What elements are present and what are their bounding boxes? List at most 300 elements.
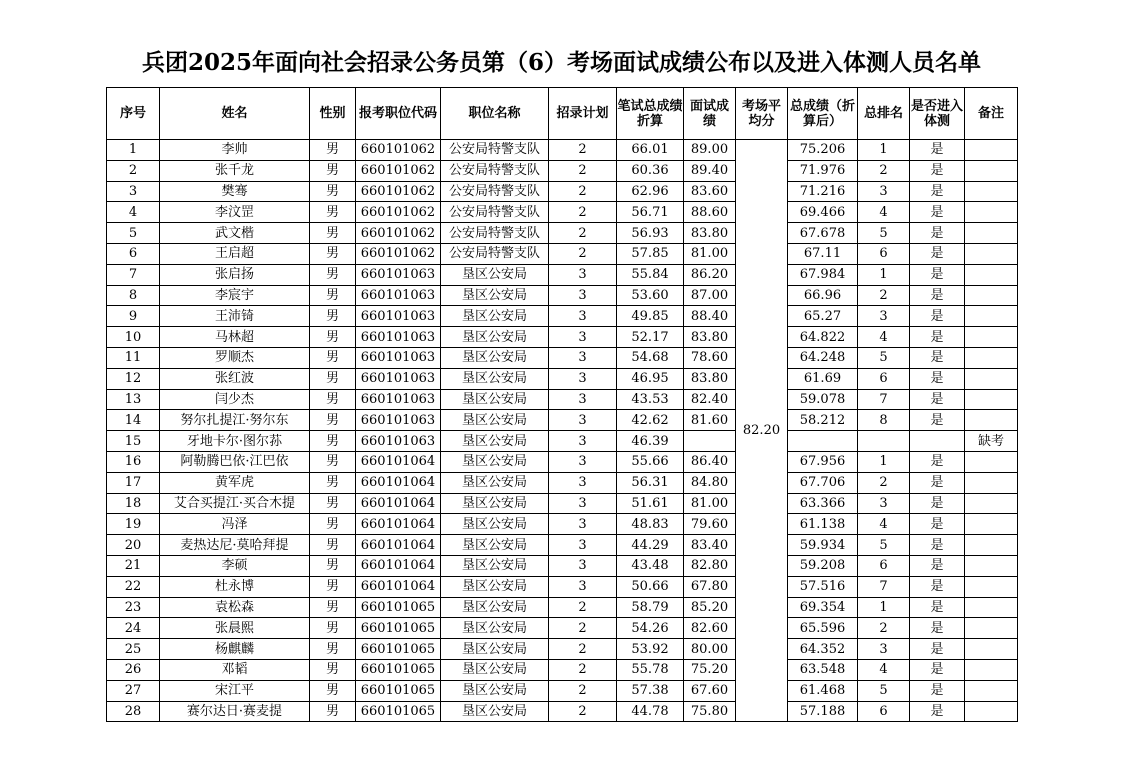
cell-gender: 男 (310, 160, 356, 181)
cell-rank (858, 431, 910, 452)
cell-gender: 男 (310, 555, 356, 576)
cell-total: 67.706 (788, 472, 858, 493)
cell-code: 660101064 (356, 451, 441, 472)
cell-position: 垦区公安局 (441, 493, 549, 514)
cell-physical: 是 (910, 347, 965, 368)
cell-note (965, 493, 1018, 514)
cell-note (965, 472, 1018, 493)
cell-name: 李硕 (160, 555, 310, 576)
cell-name: 李宸宇 (160, 285, 310, 306)
cell-plan: 2 (549, 639, 617, 660)
cell-interview: 81.60 (684, 410, 736, 431)
cell-interview: 83.40 (684, 535, 736, 556)
page-title: 兵团2025年面向社会招录公务员第（6）考场面试成绩公布以及进入体测人员名单 (141, 49, 982, 76)
header-name: 姓名 (160, 88, 310, 140)
header-avg: 考场平均分 (736, 88, 788, 140)
cell-written: 44.78 (617, 701, 684, 722)
cell-code: 660101065 (356, 639, 441, 660)
cell-rank: 4 (858, 514, 910, 535)
cell-gender: 男 (310, 410, 356, 431)
cell-written: 66.01 (617, 140, 684, 161)
cell-position: 垦区公安局 (441, 618, 549, 639)
cell-seq: 5 (107, 223, 160, 244)
cell-total: 67.678 (788, 223, 858, 244)
cell-plan: 3 (549, 535, 617, 556)
cell-gender: 男 (310, 181, 356, 202)
cell-physical: 是 (910, 680, 965, 701)
cell-physical: 是 (910, 202, 965, 223)
cell-gender: 男 (310, 389, 356, 410)
cell-code: 660101064 (356, 493, 441, 514)
cell-code: 660101064 (356, 555, 441, 576)
cell-code: 660101064 (356, 576, 441, 597)
cell-rank: 6 (858, 243, 910, 264)
table-row (107, 327, 1018, 348)
cell-seq: 26 (107, 659, 160, 680)
table-row (107, 368, 1018, 389)
cell-physical: 是 (910, 285, 965, 306)
cell-plan: 3 (549, 347, 617, 368)
cell-position: 垦区公安局 (441, 264, 549, 285)
cell-plan: 3 (549, 264, 617, 285)
table-row (107, 701, 1018, 722)
cell-total: 66.96 (788, 285, 858, 306)
cell-total: 59.934 (788, 535, 858, 556)
cell-physical: 是 (910, 389, 965, 410)
cell-note (965, 680, 1018, 701)
cell-position: 垦区公安局 (441, 514, 549, 535)
cell-written: 51.61 (617, 493, 684, 514)
cell-plan: 3 (549, 368, 617, 389)
cell-seq: 19 (107, 514, 160, 535)
cell-name: 冯泽 (160, 514, 310, 535)
cell-code: 660101062 (356, 202, 441, 223)
cell-total: 59.078 (788, 389, 858, 410)
cell-name: 闫少杰 (160, 389, 310, 410)
cell-note (965, 140, 1018, 161)
table-row (107, 140, 1018, 161)
cell-rank: 4 (858, 202, 910, 223)
cell-interview: 88.60 (684, 202, 736, 223)
cell-note (965, 243, 1018, 264)
cell-note (965, 701, 1018, 722)
cell-code: 660101062 (356, 243, 441, 264)
table-row (107, 555, 1018, 576)
cell-seq: 18 (107, 493, 160, 514)
table-body (107, 140, 1018, 722)
cell-plan: 3 (549, 389, 617, 410)
cell-position: 垦区公安局 (441, 389, 549, 410)
cell-note (965, 555, 1018, 576)
table-row (107, 472, 1018, 493)
cell-position: 垦区公安局 (441, 368, 549, 389)
cell-code: 660101063 (356, 347, 441, 368)
cell-written: 55.66 (617, 451, 684, 472)
cell-position: 垦区公安局 (441, 701, 549, 722)
table-row (107, 181, 1018, 202)
cell-physical: 是 (910, 514, 965, 535)
cell-seq: 1 (107, 140, 160, 161)
cell-physical: 是 (910, 555, 965, 576)
cell-gender: 男 (310, 140, 356, 161)
cell-rank: 1 (858, 140, 910, 161)
table-row (107, 389, 1018, 410)
cell-plan: 2 (549, 659, 617, 680)
cell-code: 660101063 (356, 285, 441, 306)
cell-interview: 89.40 (684, 160, 736, 181)
cell-plan: 2 (549, 160, 617, 181)
table-row (107, 431, 1018, 452)
cell-written: 56.31 (617, 472, 684, 493)
cell-rank: 7 (858, 576, 910, 597)
cell-position: 公安局特警支队 (441, 223, 549, 244)
cell-code: 660101062 (356, 140, 441, 161)
cell-written: 43.48 (617, 555, 684, 576)
cell-total: 71.976 (788, 160, 858, 181)
header-plan: 招录计划 (549, 88, 617, 140)
cell-physical: 是 (910, 493, 965, 514)
cell-seq: 10 (107, 327, 160, 348)
header-code: 报考职位代码 (356, 88, 441, 140)
cell-note (965, 514, 1018, 535)
cell-plan: 3 (549, 472, 617, 493)
cell-written: 56.71 (617, 202, 684, 223)
cell-total: 65.27 (788, 306, 858, 327)
cell-interview: 75.20 (684, 659, 736, 680)
cell-plan: 3 (549, 514, 617, 535)
cell-interview: 85.20 (684, 597, 736, 618)
cell-written: 54.26 (617, 618, 684, 639)
table-row (107, 347, 1018, 368)
cell-physical: 是 (910, 576, 965, 597)
cell-code: 660101063 (356, 410, 441, 431)
cell-gender: 男 (310, 223, 356, 244)
header-row (107, 88, 1018, 140)
cell-rank: 7 (858, 389, 910, 410)
cell-code: 660101063 (356, 327, 441, 348)
cell-rank: 2 (858, 472, 910, 493)
cell-gender: 男 (310, 264, 356, 285)
table-row (107, 410, 1018, 431)
cell-note (965, 451, 1018, 472)
table-row (107, 680, 1018, 701)
cell-name: 艾合买提江·买合木提 (160, 493, 310, 514)
cell-plan: 2 (549, 202, 617, 223)
header-rank: 总排名 (858, 88, 910, 140)
cell-physical: 是 (910, 368, 965, 389)
cell-name: 张红波 (160, 368, 310, 389)
cell-total: 64.248 (788, 347, 858, 368)
table-row (107, 306, 1018, 327)
cell-gender: 男 (310, 639, 356, 660)
cell-note (965, 597, 1018, 618)
cell-code: 660101064 (356, 535, 441, 556)
table-row (107, 451, 1018, 472)
cell-position: 垦区公安局 (441, 555, 549, 576)
cell-note (965, 347, 1018, 368)
cell-name: 张晨熙 (160, 618, 310, 639)
cell-written: 49.85 (617, 306, 684, 327)
cell-code: 660101063 (356, 368, 441, 389)
cell-name: 杜永博 (160, 576, 310, 597)
table-row (107, 160, 1018, 181)
cell-seq: 15 (107, 431, 160, 452)
table-row (107, 535, 1018, 556)
cell-rank: 1 (858, 264, 910, 285)
cell-physical: 是 (910, 160, 965, 181)
cell-written: 53.60 (617, 285, 684, 306)
table-row (107, 264, 1018, 285)
cell-seq: 25 (107, 639, 160, 660)
table-row (107, 514, 1018, 535)
header-position: 职位名称 (441, 88, 549, 140)
cell-interview: 80.00 (684, 639, 736, 660)
cell-position: 垦区公安局 (441, 597, 549, 618)
cell-seq: 22 (107, 576, 160, 597)
cell-name: 杨麒麟 (160, 639, 310, 660)
cell-rank: 2 (858, 160, 910, 181)
cell-gender: 男 (310, 347, 356, 368)
cell-seq: 6 (107, 243, 160, 264)
cell-gender: 男 (310, 514, 356, 535)
cell-written: 52.17 (617, 327, 684, 348)
cell-position: 垦区公安局 (441, 472, 549, 493)
table-row (107, 597, 1018, 618)
cell-interview: 75.80 (684, 701, 736, 722)
cell-name: 武文楷 (160, 223, 310, 244)
cell-gender: 男 (310, 597, 356, 618)
cell-physical: 是 (910, 639, 965, 660)
results-table (106, 87, 1018, 722)
cell-note (965, 181, 1018, 202)
cell-plan: 3 (549, 555, 617, 576)
cell-physical: 是 (910, 659, 965, 680)
cell-physical (910, 431, 965, 452)
cell-position: 公安局特警支队 (441, 181, 549, 202)
header-total: 总成绩（折算后） (788, 88, 858, 140)
cell-written: 48.83 (617, 514, 684, 535)
table-row (107, 285, 1018, 306)
venue-average-cell: 82.20 (736, 140, 788, 722)
cell-code: 660101065 (356, 597, 441, 618)
cell-note (965, 389, 1018, 410)
cell-note (965, 223, 1018, 244)
cell-rank: 6 (858, 368, 910, 389)
cell-note (965, 410, 1018, 431)
header-interview: 面试成绩 (684, 88, 736, 140)
cell-written: 56.93 (617, 223, 684, 244)
cell-interview: 83.80 (684, 368, 736, 389)
cell-written: 60.36 (617, 160, 684, 181)
cell-physical: 是 (910, 140, 965, 161)
cell-code: 660101065 (356, 618, 441, 639)
cell-rank: 3 (858, 306, 910, 327)
cell-note (965, 202, 1018, 223)
cell-interview: 67.80 (684, 576, 736, 597)
cell-code: 660101063 (356, 389, 441, 410)
cell-position: 垦区公安局 (441, 535, 549, 556)
cell-name: 袁松森 (160, 597, 310, 618)
cell-plan: 3 (549, 493, 617, 514)
cell-total: 61.138 (788, 514, 858, 535)
cell-interview: 86.20 (684, 264, 736, 285)
cell-position: 垦区公安局 (441, 680, 549, 701)
cell-code: 660101063 (356, 306, 441, 327)
cell-rank: 3 (858, 181, 910, 202)
cell-gender: 男 (310, 535, 356, 556)
cell-interview: 79.60 (684, 514, 736, 535)
cell-seq: 23 (107, 597, 160, 618)
cell-position: 公安局特警支队 (441, 160, 549, 181)
cell-note (965, 160, 1018, 181)
cell-total: 67.984 (788, 264, 858, 285)
cell-plan: 3 (549, 285, 617, 306)
cell-position: 公安局特警支队 (441, 202, 549, 223)
cell-interview: 89.00 (684, 140, 736, 161)
table-row (107, 243, 1018, 264)
cell-seq: 28 (107, 701, 160, 722)
cell-physical: 是 (910, 472, 965, 493)
cell-note (965, 306, 1018, 327)
cell-note (965, 368, 1018, 389)
cell-total: 57.516 (788, 576, 858, 597)
cell-total: 71.216 (788, 181, 858, 202)
cell-written: 55.84 (617, 264, 684, 285)
table-row (107, 202, 1018, 223)
cell-plan: 2 (549, 701, 617, 722)
cell-position: 垦区公安局 (441, 451, 549, 472)
cell-seq: 13 (107, 389, 160, 410)
cell-interview: 82.60 (684, 618, 736, 639)
cell-code: 660101062 (356, 223, 441, 244)
cell-seq: 20 (107, 535, 160, 556)
cell-rank: 1 (858, 451, 910, 472)
cell-plan: 3 (549, 576, 617, 597)
cell-position: 垦区公安局 (441, 410, 549, 431)
cell-physical: 是 (910, 618, 965, 639)
cell-interview: 67.60 (684, 680, 736, 701)
header-gender: 性别 (310, 88, 356, 140)
cell-name: 黄军虎 (160, 472, 310, 493)
cell-plan: 2 (549, 181, 617, 202)
cell-name: 樊骞 (160, 181, 310, 202)
cell-seq: 7 (107, 264, 160, 285)
cell-gender: 男 (310, 368, 356, 389)
cell-total: 67.956 (788, 451, 858, 472)
cell-rank: 5 (858, 680, 910, 701)
cell-total: 58.212 (788, 410, 858, 431)
cell-physical: 是 (910, 181, 965, 202)
cell-interview: 88.40 (684, 306, 736, 327)
cell-rank: 2 (858, 618, 910, 639)
cell-written: 42.62 (617, 410, 684, 431)
cell-physical: 是 (910, 410, 965, 431)
cell-note (965, 327, 1018, 348)
cell-physical: 是 (910, 243, 965, 264)
cell-written: 55.78 (617, 659, 684, 680)
cell-name: 邓韬 (160, 659, 310, 680)
cell-note (965, 639, 1018, 660)
cell-seq: 9 (107, 306, 160, 327)
cell-gender: 男 (310, 618, 356, 639)
cell-rank: 4 (858, 327, 910, 348)
cell-name: 牙地卡尔·图尔荪 (160, 431, 310, 452)
cell-total: 69.354 (788, 597, 858, 618)
cell-total (788, 431, 858, 452)
cell-seq: 11 (107, 347, 160, 368)
table-row (107, 493, 1018, 514)
cell-seq: 14 (107, 410, 160, 431)
table-row (107, 659, 1018, 680)
cell-physical: 是 (910, 597, 965, 618)
cell-name: 王沛锜 (160, 306, 310, 327)
cell-plan: 3 (549, 327, 617, 348)
header-note: 备注 (965, 88, 1018, 140)
cell-total: 57.188 (788, 701, 858, 722)
cell-interview: 78.60 (684, 347, 736, 368)
cell-rank: 6 (858, 701, 910, 722)
cell-rank: 5 (858, 347, 910, 368)
cell-name: 张千龙 (160, 160, 310, 181)
cell-plan: 2 (549, 140, 617, 161)
cell-total: 61.468 (788, 680, 858, 701)
cell-physical: 是 (910, 223, 965, 244)
header-seq: 序号 (107, 88, 160, 140)
cell-physical: 是 (910, 264, 965, 285)
cell-note (965, 576, 1018, 597)
cell-gender: 男 (310, 659, 356, 680)
cell-total: 75.206 (788, 140, 858, 161)
cell-seq: 17 (107, 472, 160, 493)
cell-total: 69.466 (788, 202, 858, 223)
cell-code: 660101062 (356, 181, 441, 202)
cell-total: 65.596 (788, 618, 858, 639)
cell-rank: 8 (858, 410, 910, 431)
cell-position: 垦区公安局 (441, 306, 549, 327)
cell-seq: 2 (107, 160, 160, 181)
cell-code: 660101065 (356, 680, 441, 701)
cell-position: 垦区公安局 (441, 327, 549, 348)
cell-position: 垦区公安局 (441, 639, 549, 660)
cell-code: 660101064 (356, 514, 441, 535)
cell-name: 努尔扎提江·努尔东 (160, 410, 310, 431)
cell-gender: 男 (310, 472, 356, 493)
cell-seq: 8 (107, 285, 160, 306)
cell-name: 宋江平 (160, 680, 310, 701)
cell-position: 垦区公安局 (441, 285, 549, 306)
cell-note (965, 285, 1018, 306)
cell-name: 李汶罡 (160, 202, 310, 223)
cell-written: 62.96 (617, 181, 684, 202)
table-row (107, 576, 1018, 597)
cell-written: 46.39 (617, 431, 684, 452)
cell-plan: 2 (549, 680, 617, 701)
cell-position: 垦区公安局 (441, 431, 549, 452)
cell-plan: 3 (549, 306, 617, 327)
cell-name: 麦热达尼·莫哈拜提 (160, 535, 310, 556)
cell-gender: 男 (310, 243, 356, 264)
table-row (107, 618, 1018, 639)
cell-rank: 6 (858, 555, 910, 576)
cell-interview: 81.00 (684, 493, 736, 514)
cell-written: 57.38 (617, 680, 684, 701)
cell-gender: 男 (310, 451, 356, 472)
header-physical: 是否进入体测 (910, 88, 965, 140)
cell-note (965, 535, 1018, 556)
cell-plan: 2 (549, 243, 617, 264)
cell-seq: 27 (107, 680, 160, 701)
cell-gender: 男 (310, 680, 356, 701)
